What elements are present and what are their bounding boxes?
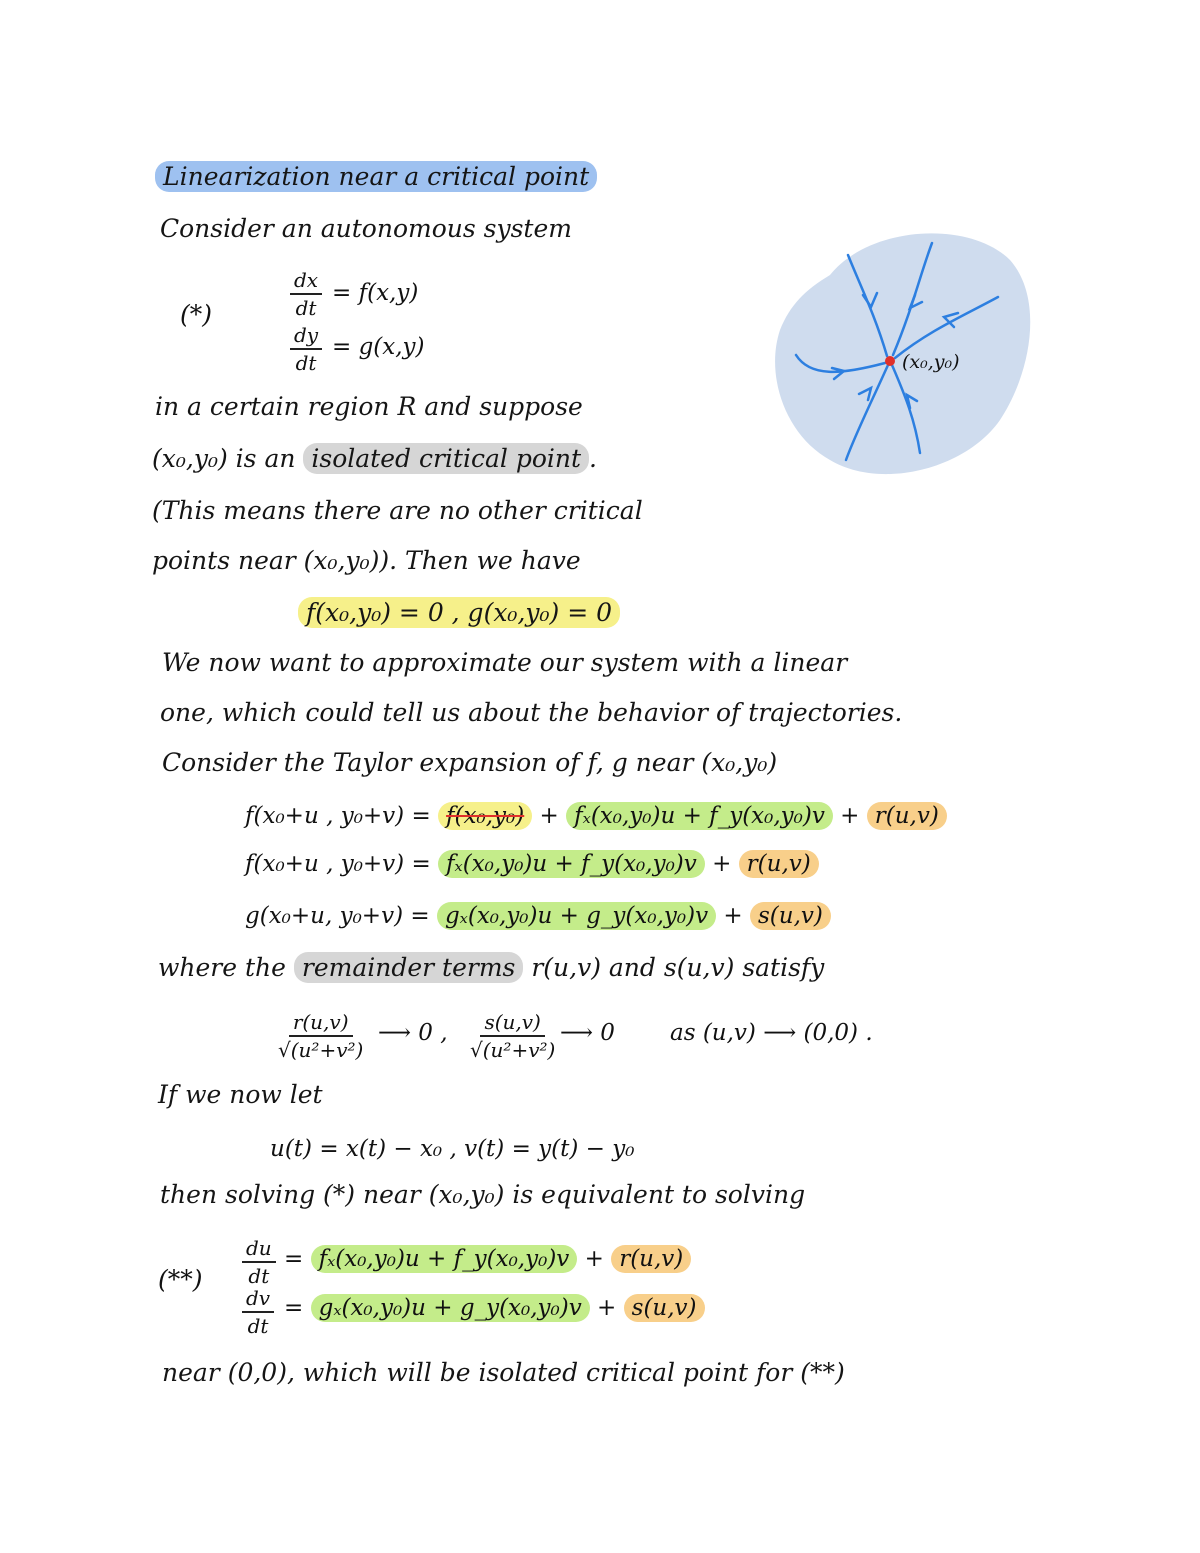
remainder-terms-highlight: remainder terms <box>294 952 523 983</box>
fraction-numerator: dx <box>290 270 322 295</box>
plus: + <box>597 1295 617 1321</box>
du-dt-fraction <box>242 1238 276 1286</box>
text-fragment: r(u,v) and s(u,v) satisfy <box>531 953 825 982</box>
s-limit-arrow: ⟶ 0 <box>560 1020 615 1046</box>
then-we-have-line: points near (x₀,y₀)). Then we have <box>152 546 581 575</box>
taylor-row-1 <box>245 803 947 829</box>
eq1-rhs: = f(x,y) <box>332 280 419 306</box>
meaning-line: (This means there are no other critical <box>152 496 643 525</box>
fraction-denominator: √(u²+v²) <box>470 1038 556 1062</box>
remainder-term: s(u,v) <box>624 1294 705 1322</box>
fraction-numerator: r(u,v) <box>289 1012 353 1037</box>
fraction-denominator: √(u²+v²) <box>278 1038 364 1062</box>
equals: = <box>284 1246 304 1272</box>
critical-point-label: (x₀,y₀) <box>902 351 960 373</box>
dy-dt-fraction <box>290 325 322 373</box>
remainder-term: r(u,v) <box>739 850 819 878</box>
lhs: f(x₀+u , y₀+v) = <box>245 851 431 877</box>
dv-dt-fraction <box>242 1288 274 1336</box>
r-ratio-fraction <box>278 1012 363 1060</box>
system2-eq2 <box>284 1295 705 1321</box>
system2-eq1 <box>284 1246 691 1272</box>
plus: + <box>840 803 860 829</box>
text-fragment: where the <box>158 953 286 982</box>
remainder-term: r(u,v) <box>867 802 947 830</box>
behavior-line: one, which could tell us about the behavior of trajectories. <box>160 698 903 727</box>
system-tag: (*) <box>180 300 213 329</box>
taylor-row-3 <box>245 903 831 929</box>
critical-equation <box>298 598 620 627</box>
intro-line: Consider an autonomous system <box>160 214 572 243</box>
page-title <box>155 162 597 191</box>
plus: + <box>723 903 743 929</box>
linear-term: gₓ(x₀,y₀)u + g_y(x₀,y₀)v <box>437 902 716 930</box>
lhs: f(x₀+u , y₀+v) = <box>245 803 431 829</box>
isolated-critical-point-highlight: isolated critical point <box>303 443 589 474</box>
equivalence-line: then solving (*) near (x₀,y₀) is equivalent to solving <box>160 1180 806 1209</box>
fraction-numerator: du <box>242 1238 276 1263</box>
r-limit-arrow: ⟶ 0 , <box>378 1020 448 1046</box>
fraction-denominator: dt <box>295 296 317 320</box>
critical-point <box>885 356 895 366</box>
s-ratio-fraction <box>470 1012 555 1060</box>
plus: + <box>584 1246 604 1272</box>
equals: = <box>284 1295 304 1321</box>
taylor-row-2 <box>245 851 819 877</box>
approx-line: We now want to approximate our system with a linear <box>162 648 848 677</box>
remainder-term: r(u,v) <box>611 1245 691 1273</box>
title-highlight: Linearization near a critical point <box>155 161 597 192</box>
dx-dt-fraction <box>290 270 322 318</box>
lhs: g(x₀+u, y₀+v) = <box>245 903 430 929</box>
remainder-term: s(u,v) <box>750 902 831 930</box>
fraction-denominator: dt <box>295 351 317 375</box>
fraction-numerator: dv <box>242 1288 274 1313</box>
fraction-denominator: dt <box>247 1314 269 1338</box>
let-line: If we now let <box>158 1080 323 1109</box>
limit-condition: as (u,v) ⟶ (0,0) . <box>670 1020 873 1046</box>
isolated-point-line <box>152 444 597 473</box>
text-fragment: . <box>589 444 597 473</box>
remainder-line <box>158 953 824 982</box>
plus: + <box>712 851 732 877</box>
text-fragment: (x₀,y₀) is an <box>152 444 296 473</box>
eq2-rhs: = g(x,y) <box>332 334 425 360</box>
system2-tag: (**) <box>158 1265 203 1294</box>
plus: + <box>539 803 559 829</box>
linear-term: fₓ(x₀,y₀)u + f_y(x₀,y₀)v <box>566 802 833 830</box>
fraction-numerator: dy <box>290 325 322 350</box>
linear-term: gₓ(x₀,y₀)u + g_y(x₀,y₀)v <box>311 1294 590 1322</box>
substitution-line: u(t) = x(t) − x₀ , v(t) = y(t) − y₀ <box>270 1136 635 1162</box>
crossed-term: f(x₀,y₀) <box>438 802 532 830</box>
linear-term: fₓ(x₀,y₀)u + f_y(x₀,y₀)v <box>311 1245 578 1273</box>
linear-term: fₓ(x₀,y₀)u + f_y(x₀,y₀)v <box>438 850 705 878</box>
fraction-denominator: dt <box>248 1264 270 1288</box>
critical-point-diagram <box>760 215 1040 495</box>
final-line: near (0,0), which will be isolated critical point for (**) <box>162 1358 845 1387</box>
taylor-intro-line: Consider the Taylor expansion of f, g near (x₀,y₀) <box>162 748 778 777</box>
critical-equation-highlight: f(x₀,y₀) = 0 , g(x₀,y₀) = 0 <box>298 597 620 628</box>
fraction-numerator: s(u,v) <box>480 1012 544 1037</box>
region-line: in a certain region R and suppose <box>155 392 583 421</box>
